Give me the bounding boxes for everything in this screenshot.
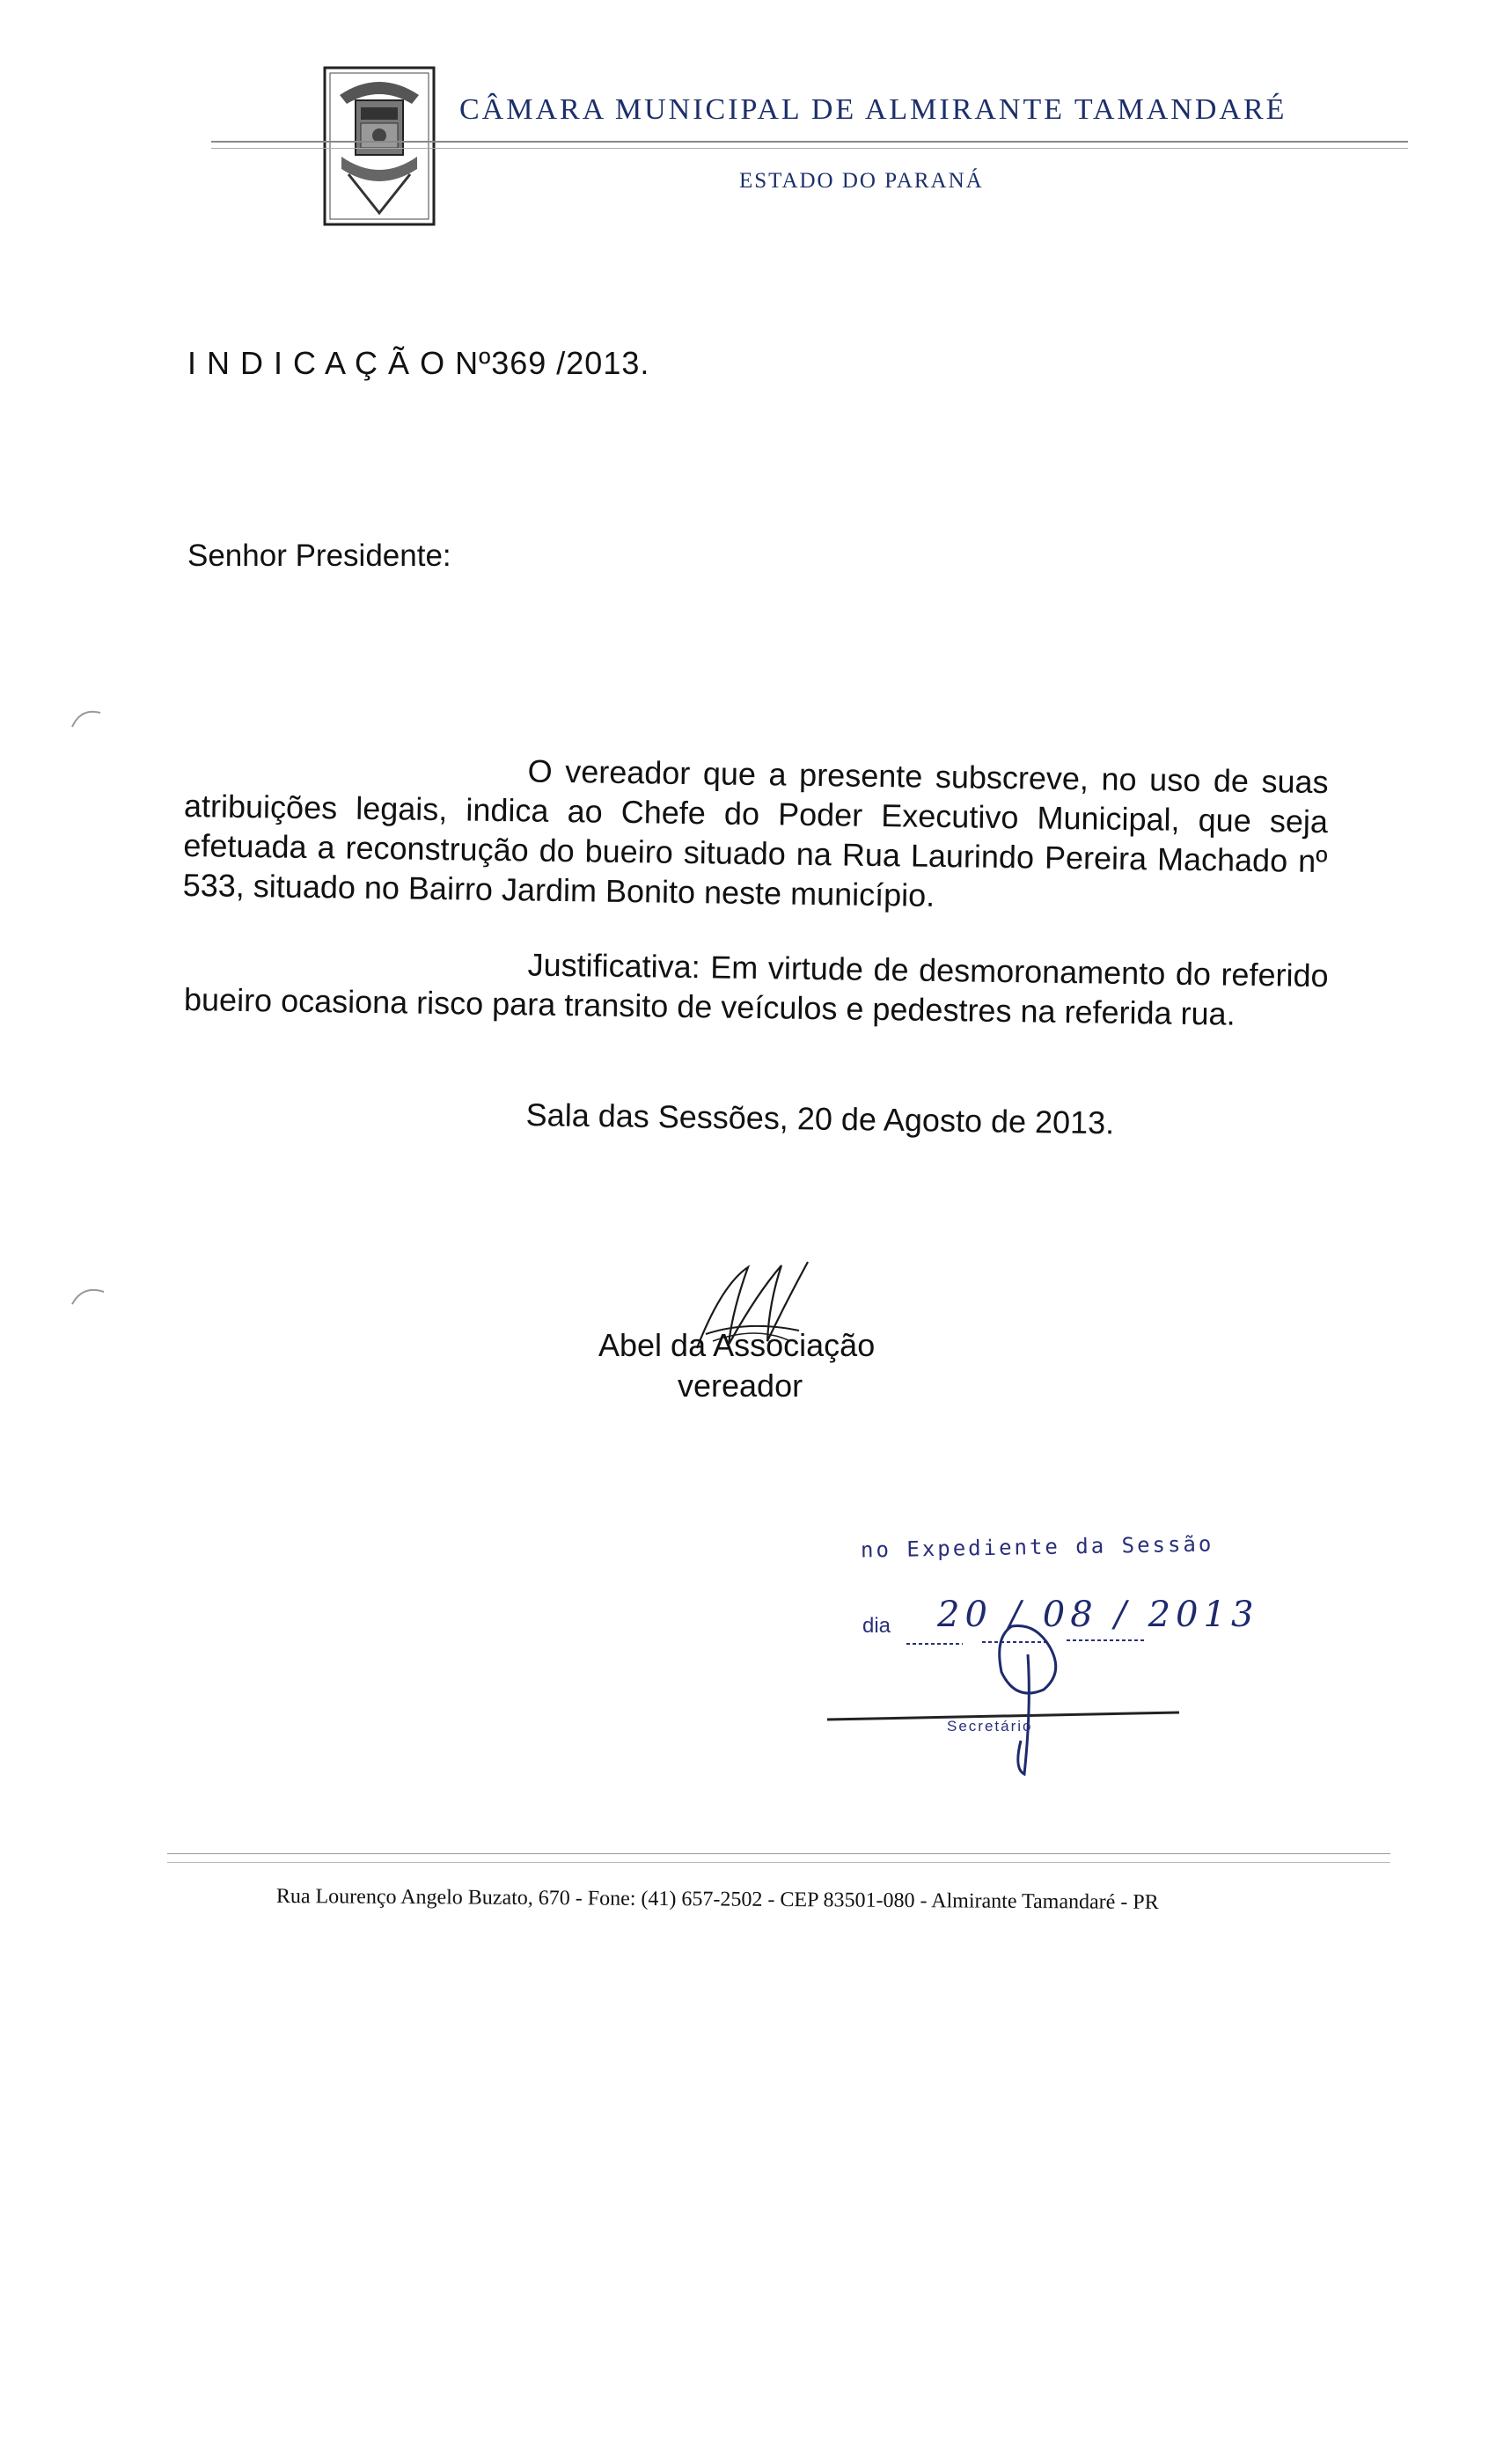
- stamp-day-label: dia: [862, 1614, 891, 1638]
- stamp-expediente-text: no Expediente da Sessão: [860, 1531, 1214, 1563]
- header-divider-thin: [211, 148, 1408, 149]
- footer-divider: [167, 1853, 1390, 1854]
- body-paragraph-justification: Justificativa: Em virtude de desmoronamento do referido bueiro ocasiona risco para transito de veículos e pedestres na referida rua.: [183, 946, 1329, 1032]
- punch-hole-mark-icon: [69, 1281, 107, 1308]
- stamp-role-label: Secretário: [947, 1718, 1033, 1734]
- municipal-crest-icon: [322, 65, 436, 227]
- header-divider: [211, 141, 1408, 143]
- footer-divider-thin: [167, 1862, 1390, 1863]
- organization-name: CÂMARA MUNICIPAL DE ALMIRANTE TAMANDARÉ: [459, 93, 1287, 126]
- footer-address: Rua Lourenço Angelo Buzato, 670 - Fone: (41) 657-2502 - CEP 83501-080 - Almirante Tamandaré - PR: [275, 1885, 1159, 1915]
- signer-role: vereador: [678, 1368, 803, 1404]
- document-number: I N D I C A Ç Ã O Nº369 /2013.: [187, 345, 650, 381]
- salutation: Senhor Presidente:: [187, 539, 451, 573]
- closing-date-line: Sala das Sessões, 20 de Agosto de 2013.: [525, 1096, 1115, 1141]
- signer-name: Abel da Associação: [598, 1327, 876, 1363]
- punch-hole-mark-icon: [69, 704, 104, 730]
- body-paragraph-request: O vereador que a presente subscreve, no uso de suas atribuições legais, indica ao Chefe do Poder Executivo Municipal, que seja efetuada a reconstrução do bueiro situado na Rua Laurindo Pereira Machado nº 533, situado no Bairro Jardim Bonito neste município.: [182, 752, 1329, 913]
- stamp-handwritten-date: 20 / 08 / 2013: [937, 1595, 1259, 1635]
- state-name: ESTADO DO PARANÁ: [739, 169, 984, 193]
